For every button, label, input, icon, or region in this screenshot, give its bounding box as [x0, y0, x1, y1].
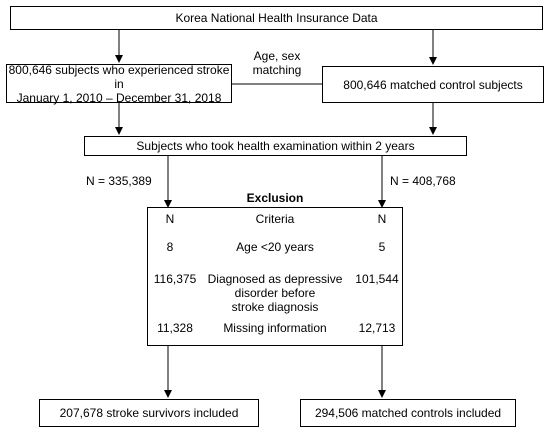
source-box — [10, 6, 543, 30]
matched-controls-box — [300, 399, 516, 427]
stroke-cohort-line1: 800,646 subjects who experienced stroke in — [8, 62, 230, 91]
exclusion-header-n-right: N — [377, 212, 387, 226]
stroke-survivors-box — [39, 399, 259, 427]
exclusion-row-criteria — [200, 321, 350, 335]
exclusion-row-criteria — [200, 240, 350, 254]
exclusion-header-criteria: Criteria — [255, 212, 295, 226]
source-label: Korea National Health Insurance Data — [175, 11, 378, 25]
criteria-line: Diagnosed as depressive — [207, 272, 343, 286]
health-exam-label: Subjects who took health examination within 2 years — [136, 139, 415, 153]
exclusion-row-right-value: 101,544 — [355, 272, 399, 286]
control-cohort-box — [322, 66, 544, 103]
stroke-cohort-box — [6, 64, 232, 103]
health-exam-box — [84, 136, 467, 156]
n-right-label: N = 408,768 — [390, 174, 456, 188]
stroke-cohort-line2: January 1, 2010 – December 31, 2018 — [16, 90, 222, 105]
matching-line1: Age, sex — [253, 49, 301, 63]
matching-label — [246, 49, 308, 77]
criteria-line: Missing information — [223, 321, 327, 335]
exclusion-row-right-value: 5 — [378, 240, 386, 254]
exclusion-row-criteria — [200, 272, 350, 314]
criteria-line: Age <20 years — [236, 240, 314, 254]
n-left-label: N = 335,389 — [86, 174, 152, 188]
stroke-survivors-label: 207,678 stroke survivors included — [59, 406, 239, 420]
exclusion-row-left-value: 116,375 — [153, 272, 197, 286]
exclusion-header-n-left: N — [165, 212, 175, 226]
matched-controls-label: 294,506 matched controls included — [314, 406, 502, 420]
matching-line2: matching — [252, 63, 302, 77]
exclusion-title: Exclusion — [246, 191, 304, 205]
exclusion-row-right-value: 12,713 — [358, 321, 396, 335]
criteria-line: stroke diagnosis — [231, 300, 319, 314]
exclusion-row-left-value: 11,328 — [157, 321, 193, 335]
control-cohort-label: 800,646 matched control subjects — [343, 77, 523, 92]
exclusion-row-left-value: 8 — [166, 240, 174, 254]
criteria-line: disorder before — [234, 286, 316, 300]
